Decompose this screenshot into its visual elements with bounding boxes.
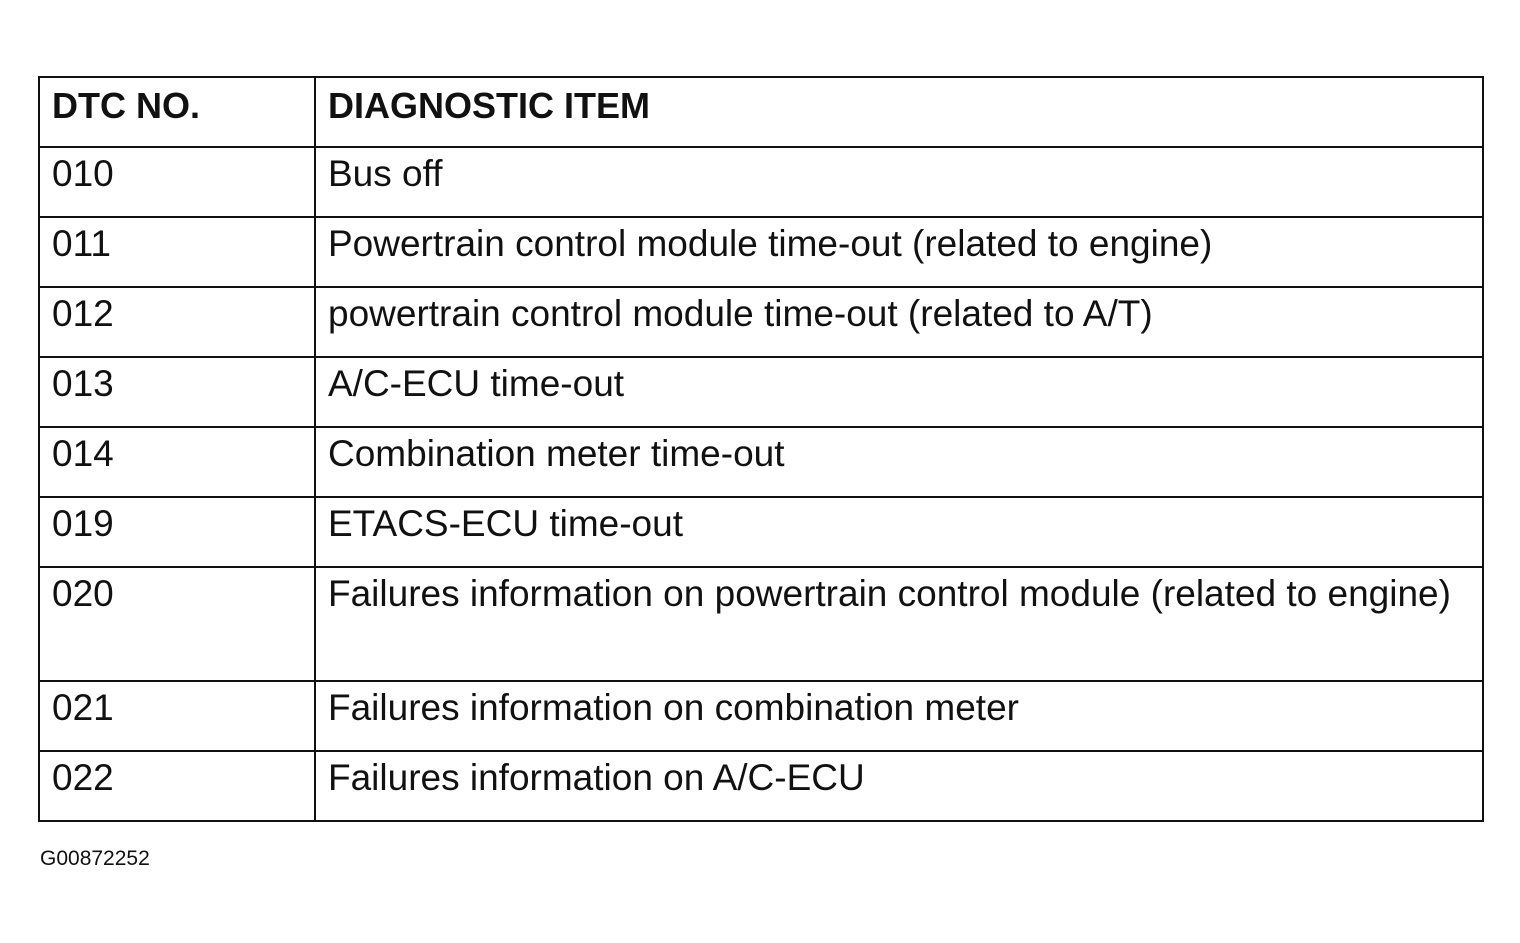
- table-row: [39, 567, 1483, 681]
- table-row: [39, 147, 1483, 217]
- dtc-code-cell: 021: [39, 681, 315, 751]
- dtc-code-cell: 011: [39, 217, 315, 287]
- diagnostic-item-cell: Failures information on A/C-ECU: [315, 751, 1483, 821]
- diagnostic-item-cell: powertrain control module time-out (related to A/T): [315, 287, 1483, 357]
- dtc-code-cell: 010: [39, 147, 315, 217]
- diagnostic-item-cell: Powertrain control module time-out (related to engine): [315, 217, 1483, 287]
- dtc-code-cell: 020: [39, 567, 315, 681]
- diagnostic-item-cell: A/C-ECU time-out: [315, 357, 1483, 427]
- table-body: [39, 147, 1483, 821]
- table-row: [39, 427, 1483, 497]
- column-header-dtc-no: DTC NO.: [39, 77, 315, 147]
- table-row: [39, 217, 1483, 287]
- diagnostic-item-cell: Failures information on powertrain control module (related to engine): [315, 567, 1483, 681]
- diagnostic-item-cell: Failures information on combination meter: [315, 681, 1483, 751]
- table-row: [39, 357, 1483, 427]
- diagnostic-item-cell: Combination meter time-out: [315, 427, 1483, 497]
- dtc-table: [38, 76, 1484, 822]
- table-row: [39, 681, 1483, 751]
- diagnostic-item-cell: ETACS-ECU time-out: [315, 497, 1483, 567]
- table-row: [39, 287, 1483, 357]
- header-row: [39, 77, 1483, 147]
- dtc-code-cell: 012: [39, 287, 315, 357]
- dtc-code-cell: 019: [39, 497, 315, 567]
- dtc-code-cell: 013: [39, 357, 315, 427]
- figure-id: G00872252: [40, 847, 150, 870]
- dtc-code-cell: 022: [39, 751, 315, 821]
- table-header: [39, 77, 1483, 147]
- dtc-code-cell: 014: [39, 427, 315, 497]
- table-row: [39, 751, 1483, 821]
- diagnostic-item-cell: Bus off: [315, 147, 1483, 217]
- column-header-diagnostic-item: DIAGNOSTIC ITEM: [315, 77, 1483, 147]
- table-row: [39, 497, 1483, 567]
